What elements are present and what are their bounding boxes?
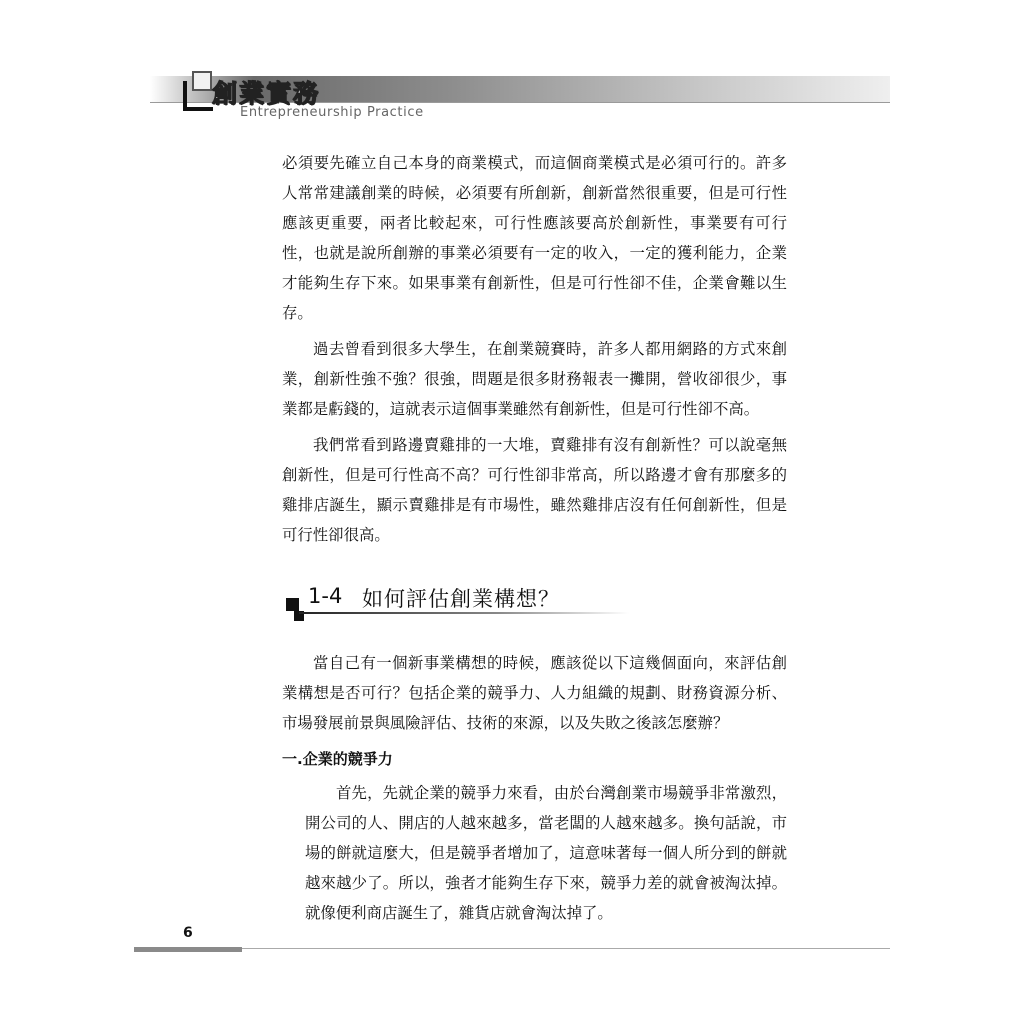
section-square-icon [286,598,299,611]
section-intro: 當自己有一個新事業構想的時候，應該從以下這幾個面向，來評估創業構想是否可行？包括企業的競爭力、人力組織的規劃、財務資源分析、市場發展前景與風險評估、技術的來源，以及失敗之後該怎麼辦？ [282,654,787,732]
book-subtitle: Entrepreneurship Practice [240,105,424,120]
subsection-body: 首先，先就企業的競爭力來看，由於台灣創業市場競爭非常激烈，開公司的人、開店的人越來越多，當老闆的人越來越多。換句話說，市場的餅就這麼大，但是競爭者增加了，這意味著每一個人所分到的餅就越來越少了。所以，強者才能夠生存下來，競爭力差的就會被淘汰掉。就像便利商店誕生了，雜貨店就會淘汰掉了。 [305,784,787,922]
footer-rule [242,948,890,949]
page-number: 6 [183,925,193,941]
section-number: 1-4 [308,584,343,608]
book-title: 創業實務 [212,79,321,108]
section-title: 如何評估創業構想？ [362,587,560,611]
header-square-icon [192,71,212,91]
section-heading [282,582,787,644]
paragraph: 過去曾看到很多大學生，在創業競賽時，許多人都用網路的方式來創業，創新性強不強？很強，問題是很多財務報表一攤開，營收卻很少，事業都是虧錢的，這就表示這個事業雖然有創新性，但是可行性卻不高。 [282,340,787,418]
paragraph: 我們常看到路邊賣雞排的一大堆，賣雞排有沒有創新性？可以說毫無創新性，但是可行性高不高？可行性卻非常高，所以路邊才會有那麼多的雞排店誕生，顯示賣雞排是有市場性，雖然雞排店沒有任何創新性，但是可行性卻很高。 [282,436,787,544]
footer-bar [134,947,242,952]
subsection-heading: 一.企業的競爭力 [282,750,393,768]
paragraph: 必須要先確立自己本身的商業模式，而這個商業模式是必須可行的。許多人常常建議創業的時候，必須要有所創新，創新當然很重要，但是可行性應該更重要，兩者比較起來，可行性應該要高於創新性，事業要有可行性，也就是說所創辦的事業必須要有一定的收入，一定的獲利能力，企業才能夠生存下來。如果事業有創新性，但是可行性卻不佳，企業會難以生存。 [282,154,787,322]
page-content [282,148,787,934]
page-header [0,0,1024,140]
